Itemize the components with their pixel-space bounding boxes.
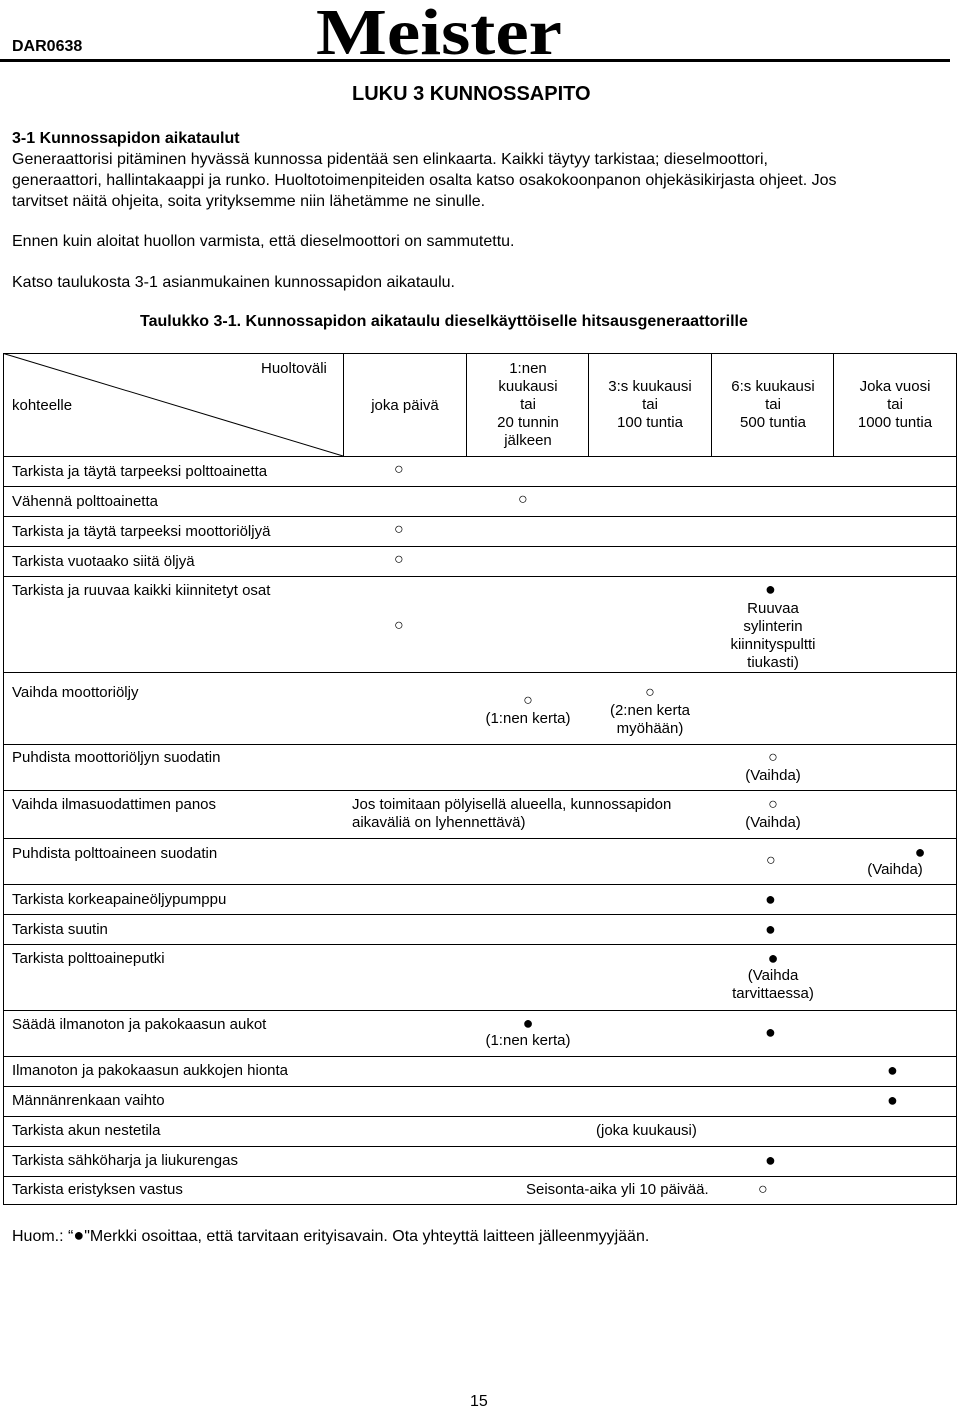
row-label: Säädä ilmanoton ja pakokaasun aukot	[12, 1016, 267, 1033]
header-col-daily: joka päivä	[371, 397, 439, 414]
row-label: Tarkista eristyksen vastus	[12, 1181, 183, 1198]
header-col-monthly: 1:nen kuukausi tai 20 tunnin jälkeen	[497, 360, 559, 449]
valve-adjust-note: ● (1:nen kerta)	[468, 1014, 588, 1050]
section-title: 3-1 Kunnossapidon aikataulut	[12, 130, 240, 147]
filled-circle-symbol: ●	[914, 842, 926, 862]
filled-circle-symbol: ●	[765, 889, 776, 909]
row-label: Puhdista polttoaineen suodatin	[12, 845, 218, 862]
filled-circle-symbol: ●	[767, 948, 779, 968]
row-label: Vaihda ilmasuodattimen panos	[12, 796, 217, 813]
row-label: Tarkista sähköharja ja liukurengas	[12, 1152, 238, 1169]
row-label: Puhdista moottoriöljyn suodatin	[12, 749, 221, 766]
row-label: Tarkista ja täytä tarpeeksi moottoriöljyä	[12, 523, 271, 540]
row-label: Tarkista akun nestetila	[12, 1122, 161, 1139]
fuel-filter-note: ● (Vaihda)	[835, 843, 955, 879]
battery-monthly-note: (joka kuukausi)	[596, 1122, 697, 1139]
reference-text: Katso taulukosta 3-1 asianmukainen kunnossapidon aikataulu.	[12, 274, 455, 291]
logo-text: Meister	[316, 2, 562, 58]
intro-paragraph	[12, 149, 942, 212]
intro-line: Generaattorisi pitäminen hyvässä kunnossa pidentää sen elinkaarta. Kaikki täytyy tarkistaa; dieselmoottori,	[12, 151, 768, 168]
storage-note: Seisonta-aika yli 10 päivää.	[526, 1181, 709, 1198]
open-circle-symbol: ○	[394, 617, 404, 634]
filled-circle-symbol: ●	[887, 1060, 898, 1080]
oil-change-first-note: ○ (1:nen kerta)	[468, 692, 588, 728]
open-circle-symbol: ○	[394, 521, 404, 538]
table-title: Taulukko 3-1. Kunnossapidon aikataulu dieselkäyttöiselle hitsausgeneraattorille	[140, 313, 748, 330]
row-label: Tarkista ja täytä tarpeeksi polttoainetta	[12, 463, 268, 480]
filled-circle-symbol: ●	[73, 1225, 85, 1245]
header-col-6-months: 6:s kuukausi tai 500 tuntia	[731, 378, 815, 431]
fuel-pipe-note: ● (Vaihda tarvittaessa)	[713, 949, 833, 1003]
intro-line: tarvitset näitä ohjeita, soita yrityksemme niin lähetämme ne sinulle.	[12, 193, 486, 210]
page-number: 15	[470, 1393, 488, 1410]
open-circle-symbol: ○	[758, 1181, 768, 1198]
filled-circle-symbol: ●	[522, 1013, 534, 1033]
header-item-label: kohteelle	[12, 397, 73, 414]
filled-circle-symbol: ●	[765, 1150, 776, 1170]
header-col-3-months: 3:s kuukausi tai 100 tuntia	[608, 378, 692, 431]
filled-circle-symbol: ●	[887, 1090, 898, 1110]
footnote: Huom.: “●"Merkki osoittaa, että tarvitaan erityisavain. Ota yhteyttä laitteen jälleenmyyjään.	[12, 1225, 650, 1245]
row-label: Tarkista polttoaineputki	[12, 950, 165, 967]
header-col-yearly: Joka vuosi tai 1000 tuntia	[857, 378, 933, 431]
filled-circle-symbol: ●	[765, 1022, 776, 1042]
oil-change-second-note: ○ (2:nen kerta myöhään)	[590, 684, 710, 738]
filled-circle-symbol: ●	[765, 579, 776, 599]
open-circle-symbol: ○	[768, 749, 778, 766]
row-label: Tarkista ja ruuvaa kaikki kiinnitetyt osat	[12, 582, 271, 599]
row-label: Vaihda moottoriöljy	[12, 684, 139, 701]
open-circle-symbol: ○	[518, 491, 528, 508]
intro-line: generaattori, hallintakaappi ja runko. Huoltotoimenpiteiden osalta katso osakokoonpanon ohjekäsikirjasta ohjeet. Jos	[12, 172, 837, 189]
header-rule	[0, 59, 950, 62]
row-label: Männänrenkaan vaihto	[12, 1092, 165, 1109]
open-circle-symbol: ○	[768, 796, 778, 813]
open-circle-symbol: ○	[523, 692, 533, 709]
filled-circle-symbol: ●	[765, 919, 776, 939]
air-filter-note: ○ (Vaihda)	[713, 796, 833, 832]
open-circle-symbol: ○	[394, 461, 404, 478]
row-label: Tarkista vuotaako siitä öljyä	[12, 553, 195, 570]
row-label: Tarkista suutin	[12, 921, 108, 938]
open-circle-symbol: ○	[645, 684, 655, 701]
header-interval-label: Huoltoväli	[261, 360, 327, 377]
row-label: Vähennä polttoainetta	[12, 493, 158, 510]
bolts-note: Ruuvaa sylinterin kiinnityspultti tiukasti)	[730, 600, 816, 671]
open-circle-symbol: ○	[394, 551, 404, 568]
dusty-area-note: Jos toimitaan pölyisellä alueella, kunnossapidon aikaväliä on lyhennettävä)	[352, 796, 672, 831]
meister-logo	[316, 2, 562, 58]
chapter-title: LUKU 3 KUNNOSSAPITO	[352, 83, 591, 105]
warning-text: Ennen kuin aloitat huollon varmista, että dieselmoottori on sammutettu.	[12, 233, 515, 250]
document-code: DAR0638	[12, 38, 83, 55]
row-label: Tarkista korkeapaineöljypumppu	[12, 891, 227, 908]
open-circle-symbol: ○	[766, 852, 776, 869]
row-label: Ilmanoton ja pakokaasun aukkojen hionta	[12, 1062, 289, 1079]
oil-filter-note: ○ (Vaihda)	[713, 749, 833, 785]
